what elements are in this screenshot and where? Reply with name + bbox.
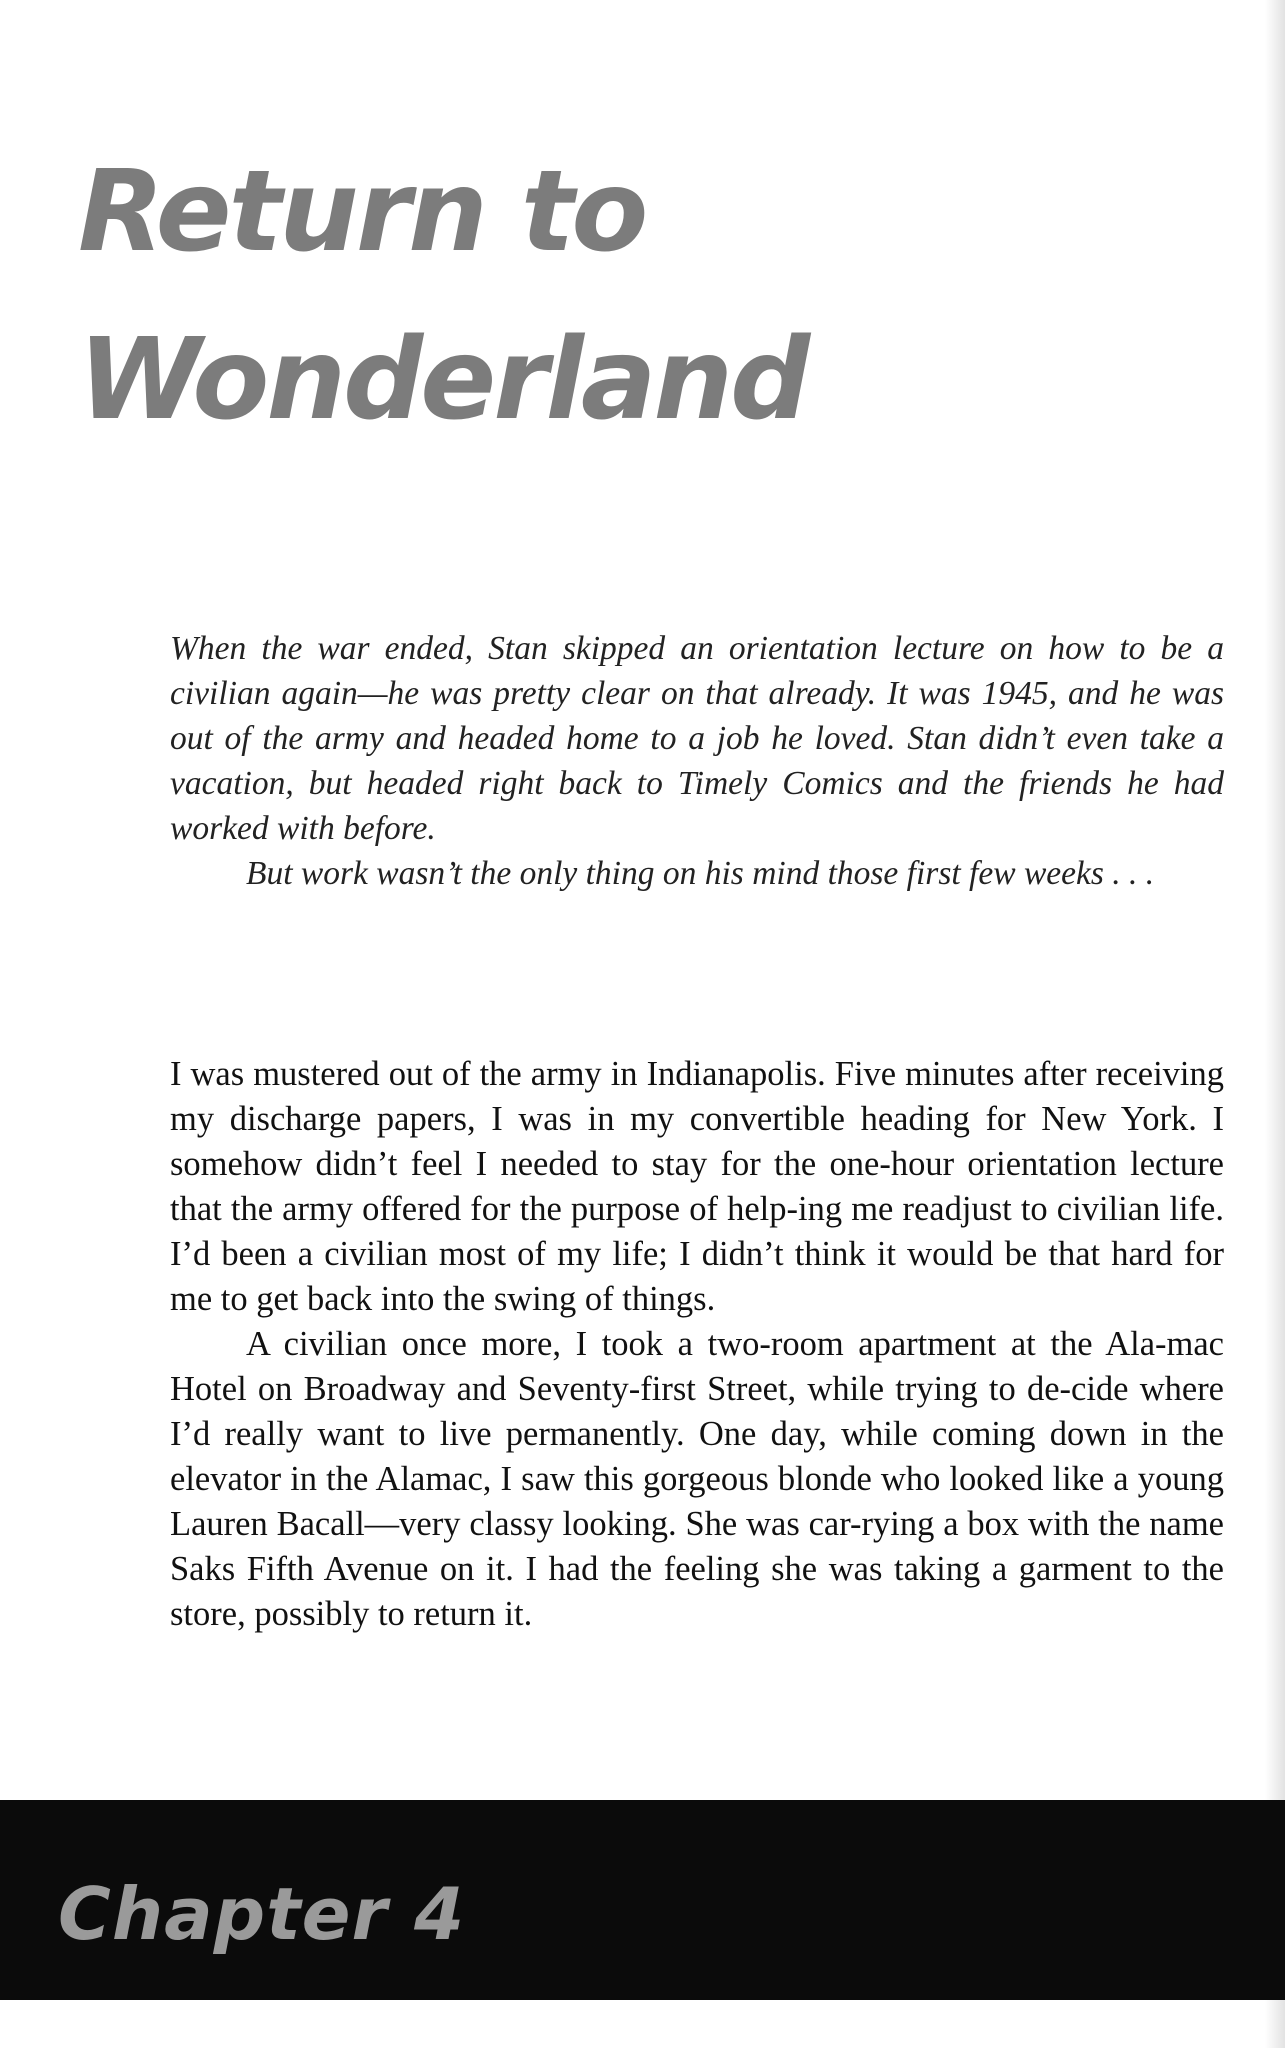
body-text: [170, 1052, 1224, 1637]
chapter-title-line-2: Wonderland: [78, 315, 808, 445]
page-edge: [1265, 0, 1285, 2048]
chapter-title: [78, 128, 807, 464]
intro-paragraph-2: But work wasn’t the only thing on his mind those first few weeks . . .: [246, 855, 1155, 892]
chapter-intro: [170, 626, 1224, 896]
chapter-label: Chapter 4: [58, 1872, 466, 1956]
body-paragraph-2: A civilian once more, I took a two-room apartment at the Ala-mac Hotel on Broadway and Seventy-first Street, while trying to de-cide where I’d really want to live permanently. One day, while coming down in the elevator in the Alamac, I saw this gorgeous blonde who looked like a young Lauren Bacall—very classy looking. She was car-rying a box with the name Saks Fifth Avenue on it. I had the feeling she was taking a garment to the store, possibly to return it.: [170, 1325, 1224, 1633]
body-paragraph-1: I was mustered out of the army in Indianapolis. Five minutes after receiving my discharge papers, I was in my convertible heading for New York. I somehow didn’t feel I needed to stay for the one-hour orientation lecture that the army offered for the purpose of help-ing me readjust to civilian life. I’d been a civilian most of my life; I didn’t think it would be that hard for me to get back into the swing of things.: [170, 1055, 1224, 1318]
intro-paragraph-1: When the war ended, Stan skipped an orientation lecture on how to be a civilian again—he was pretty clear on that already. It was 1945, and he was out of the army and headed home to a job he loved. Stan didn’t even take a vacation, but headed right back to Timely Comics and the friends he had worked with before.: [170, 630, 1224, 847]
chapter-title-line-1: Return to: [78, 147, 646, 277]
